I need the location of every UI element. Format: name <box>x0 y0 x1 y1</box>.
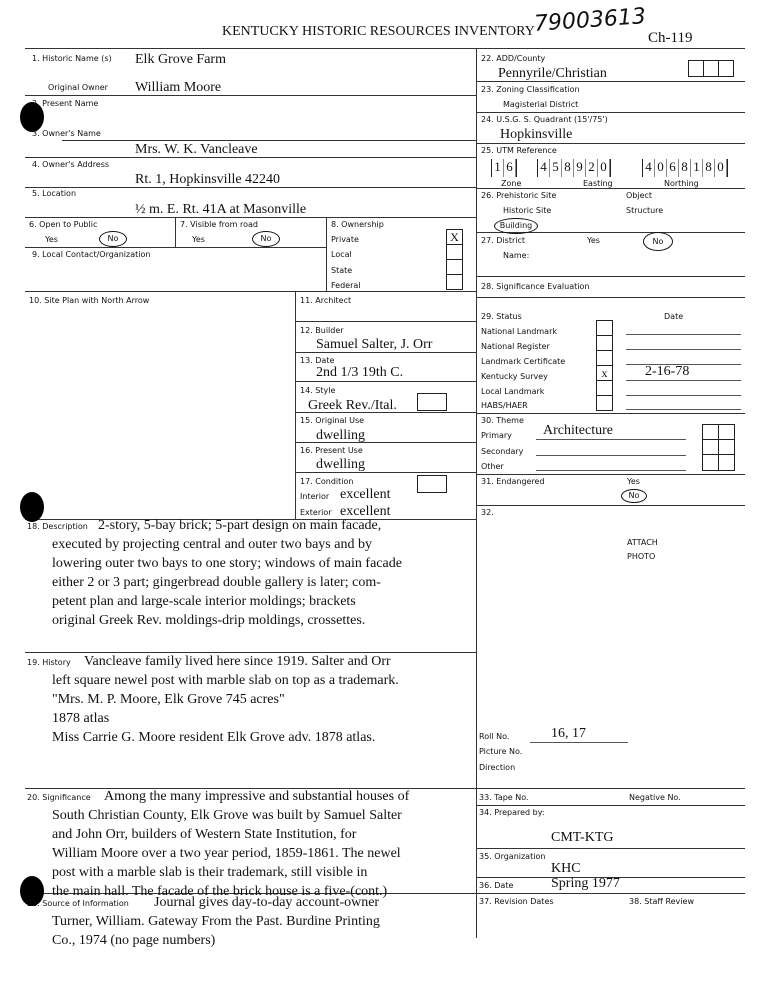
owner-address-value: Rt. 1, Hopkinsville 42240 <box>135 172 281 187</box>
divider <box>476 505 745 506</box>
utm-digit: 4 <box>643 159 655 177</box>
divider <box>25 291 476 292</box>
quadrant-value: Hopkinsville <box>500 127 573 142</box>
date-value: 2nd 1/3 19th C. <box>316 365 404 380</box>
utm-label: 25. UTM Reference <box>481 146 557 155</box>
history-line: Vancleave family lived here since 1919. Salter and Orr <box>84 654 391 669</box>
district-no-circled[interactable]: No <box>643 232 673 251</box>
original-use-value: dwelling <box>316 428 365 443</box>
condition-code-boxes[interactable] <box>417 475 447 493</box>
description-line: lowering outer two bays to one story; windows of main facade <box>52 556 402 571</box>
theme-line <box>536 470 686 471</box>
significance-line: Among the many impressive and substantial houses of <box>104 789 410 804</box>
zoning-label: 23. Zoning Classification <box>481 85 580 94</box>
location-value: ½ m. E. Rt. 41A at Masonville <box>135 202 307 217</box>
divider <box>62 140 476 141</box>
owner-address-label: 4. Owner's Address <box>32 160 110 169</box>
kentucky-survey-date: 2-16-78 <box>645 364 690 379</box>
photo-text: PHOTO <box>627 552 656 561</box>
utm-digit: 0 <box>655 159 667 177</box>
history-line: "Mrs. M. P. Moore, Elk Grove 745 acres" <box>52 692 285 707</box>
divider <box>476 112 745 113</box>
form-date-label: 36. Date <box>479 881 514 890</box>
source-line: Co., 1974 (no page numbers) <box>52 933 216 948</box>
staff-review-label: 38. Staff Review <box>629 897 694 906</box>
interior-value: excellent <box>340 487 391 502</box>
theme-primary-label: Primary <box>481 431 512 440</box>
source-line: Turner, William. Gateway From the Past. Burdine Printing <box>52 914 380 929</box>
significance-label: 20. Significance <box>27 793 91 802</box>
builder-label: 12. Builder <box>300 326 344 335</box>
original-owner-label: Original Owner <box>48 83 108 92</box>
photo-section-label: 32. <box>481 508 494 517</box>
form-title: KENTUCKY HISTORIC RESOURCES INVENTORY <box>222 24 535 39</box>
date-label: 13. Date <box>300 356 335 365</box>
status-label: 29. Status <box>481 312 522 321</box>
date-line <box>626 349 741 350</box>
open-to-public-label: 6. Open to Public <box>29 220 98 229</box>
status-checkbox[interactable] <box>596 320 613 336</box>
history-text <box>52 654 399 749</box>
status-landmark-certificate: Landmark Certificate <box>481 357 566 366</box>
ownership-local-checkbox[interactable] <box>446 244 463 260</box>
utm-digit: 0 <box>715 159 727 177</box>
description-text <box>52 518 402 632</box>
style-label: 14. Style <box>300 386 336 395</box>
negative-no-label: Negative No. <box>629 793 681 802</box>
history-line: left square newel post with marble slab on top as a trademark. <box>52 673 399 688</box>
theme-other-label: Other <box>481 462 504 471</box>
theme-line <box>536 455 686 456</box>
utm-digit: 5 <box>550 159 562 177</box>
utm-digit: 4 <box>538 159 550 177</box>
status-local-landmark: Local Landmark <box>481 387 545 396</box>
ownership-label: 8. Ownership <box>331 220 384 229</box>
quadrant-label: 24. U.S.G. S. Quadrant (15'/75') <box>481 115 608 124</box>
local-contact-label: 9. Local Contact/Organization <box>32 250 151 259</box>
status-checkbox[interactable] <box>596 395 613 411</box>
utm-digit: 0 <box>598 159 610 177</box>
form-code: Ch-119 <box>648 30 693 46</box>
description-line: petent plan and large-scale interior moldings; brackets <box>52 594 356 609</box>
condition-label: 17. Condition <box>300 477 354 486</box>
theme-secondary-label: Secondary <box>481 447 524 456</box>
roll-no-value: 16, 17 <box>551 726 586 741</box>
utm-zone-label: Zone <box>501 179 522 188</box>
utm-zone-boxes <box>491 159 517 177</box>
present-name-label: 2. Present Name <box>32 99 99 108</box>
divider <box>476 297 745 298</box>
visible-yes[interactable]: Yes <box>192 235 205 244</box>
utm-northing-boxes <box>642 159 728 177</box>
endangered-no-circled[interactable]: No <box>621 489 647 503</box>
date-line <box>626 395 741 396</box>
ownership-federal-checkbox[interactable] <box>446 274 463 290</box>
utm-digit: 1 <box>691 159 703 177</box>
ownership-private-checkbox[interactable]: X <box>446 229 463 245</box>
style-code-boxes[interactable] <box>417 393 447 411</box>
interior-label: Interior <box>300 492 330 501</box>
ownership-federal: Federal <box>331 281 361 290</box>
status-kentucky-survey-checkbox[interactable]: x <box>596 365 613 381</box>
handwritten-number: 79003613 <box>533 4 647 37</box>
utm-easting-boxes <box>537 159 611 177</box>
open-yes[interactable]: Yes <box>45 235 58 244</box>
add-county-value: Pennyrile/Christian <box>498 66 607 81</box>
date-line <box>626 334 741 335</box>
status-kentucky-survey: Kentucky Survey <box>481 372 548 381</box>
original-owner-value: William Moore <box>135 80 222 95</box>
history-label: 19. History <box>27 658 71 667</box>
exterior-label: Exterior <box>300 508 332 517</box>
present-use-value: dwelling <box>316 457 365 472</box>
history-line: Miss Carrie G. Moore resident Elk Grove adv. 1878 atlas. <box>52 730 376 745</box>
divider <box>476 413 745 414</box>
divider <box>25 247 326 248</box>
theme-primary-value: Architecture <box>543 423 613 438</box>
status-national-register: National Register <box>481 342 550 351</box>
description-label: 18. Description <box>27 522 88 531</box>
revision-dates-label: 37. Revision Dates <box>479 897 554 906</box>
attach-text: ATTACH <box>627 538 658 547</box>
architect-label: 11. Architect <box>300 296 352 305</box>
historic-name-label: 1. Historic Name (s) <box>32 54 112 63</box>
building-option-circled[interactable]: Building <box>494 218 538 234</box>
source-text <box>52 895 380 952</box>
ownership-state: State <box>331 266 353 275</box>
utm-digit: 9 <box>574 159 586 177</box>
open-no-circled[interactable]: No <box>99 231 127 247</box>
visible-from-road-label: 7. Visible from road <box>180 220 258 229</box>
significance-text <box>52 789 409 903</box>
structure-option[interactable]: Structure <box>626 206 664 215</box>
roll-no-label: Roll No. <box>479 732 510 741</box>
site-plan-label: 10. Site Plan with North Arrow <box>29 296 150 305</box>
district-yes[interactable]: Yes <box>587 236 600 245</box>
date-line <box>626 380 741 381</box>
status-checkbox[interactable] <box>596 350 613 366</box>
utm-digit: 8 <box>703 159 715 177</box>
theme-code-boxes[interactable] <box>702 424 735 471</box>
visible-no-circled[interactable]: No <box>252 231 280 247</box>
ownership-state-checkbox[interactable] <box>446 259 463 275</box>
theme-line <box>536 439 686 440</box>
divider <box>476 474 745 475</box>
location-label: 5. Location <box>32 189 77 198</box>
district-label: 27. District <box>481 236 525 245</box>
endangered-label: 31. Endangered <box>481 477 545 486</box>
divider <box>25 652 476 653</box>
original-use-label: 15. Original Use <box>300 416 365 425</box>
status-habs-haer: HABS/HAER <box>481 401 528 410</box>
organization-value: KHC <box>551 861 581 876</box>
prepared-by-value: CMT-KTG <box>551 830 614 845</box>
divider <box>476 805 745 806</box>
source-line: Journal gives day-to-day account-owner <box>154 895 380 910</box>
endangered-yes[interactable]: Yes <box>627 477 640 486</box>
utm-easting-label: Easting <box>583 179 613 188</box>
tape-no-label: 33. Tape No. <box>479 793 529 802</box>
status-checkbox[interactable] <box>596 335 613 351</box>
present-use-label: 16. Present Use <box>300 446 363 455</box>
owner-name-label: 3. Owner's Name <box>32 129 101 138</box>
divider <box>175 217 176 247</box>
utm-digit: 8 <box>562 159 574 177</box>
description-line: 2-story, 5-bay brick; 5-part design on main facade, <box>98 518 382 533</box>
divider <box>476 188 745 189</box>
utm-digit: 6 <box>667 159 679 177</box>
description-line: original Greek Rev. moldings-drip moldings, crossettes. <box>52 613 366 628</box>
status-national-landmark: National Landmark <box>481 327 558 336</box>
utm-digit: 8 <box>679 159 691 177</box>
significance-line: post with a marble slab is their trademark, still visible in <box>52 865 368 880</box>
county-code-boxes[interactable] <box>688 60 734 77</box>
picture-no-label: Picture No. <box>479 747 523 756</box>
description-line: executed by projecting central and outer two bays and by <box>52 537 372 552</box>
divider <box>25 48 745 49</box>
ownership-local: Local <box>331 250 352 259</box>
direction-label: Direction <box>479 763 516 772</box>
historic-site-option[interactable]: Historic Site <box>503 206 552 215</box>
status-date-label: Date <box>664 312 684 321</box>
significance-line: the main hall. The facade of the brick house is a five-(cont.) <box>52 884 388 899</box>
divider <box>295 291 296 519</box>
significance-evaluation-label: 28. Significance Evaluation <box>481 282 590 291</box>
utm-northing-label: Northing <box>664 179 699 188</box>
historic-name-value: Elk Grove Farm <box>135 52 226 67</box>
divider <box>476 276 745 277</box>
ownership-private: Private <box>331 235 359 244</box>
prepared-by-label: 34. Prepared by: <box>479 808 545 817</box>
organization-label: 35. Organization <box>479 852 546 861</box>
theme-label: 30. Theme <box>481 416 524 425</box>
divider <box>476 848 745 849</box>
source-label: 21. Source of Information <box>27 899 129 908</box>
add-county-label: 22. ADD/County <box>481 54 546 63</box>
divider <box>295 381 476 382</box>
style-value: Greek Rev./Ital. <box>308 398 397 413</box>
divider <box>326 217 327 292</box>
district-name-label: Name: <box>503 251 530 260</box>
magisterial-district-label: Magisterial District <box>503 100 579 109</box>
significance-line: South Christian County, Elk Grove was built by Samuel Salter <box>52 808 402 823</box>
divider <box>476 143 745 144</box>
roll-line <box>530 742 628 743</box>
utm-digit: 1 <box>492 159 504 177</box>
prehistoric-site-option[interactable]: 26. Prehistoric Site <box>481 191 557 200</box>
status-checkbox[interactable] <box>596 380 613 396</box>
object-option[interactable]: Object <box>626 191 653 200</box>
utm-digit: 2 <box>586 159 598 177</box>
utm-digit: 6 <box>504 159 516 177</box>
significance-line: William Moore over a two year period, 1859-1861. The newel <box>52 846 401 861</box>
date-line <box>626 409 741 410</box>
builder-value: Samuel Salter, J. Orr <box>316 337 433 352</box>
divider <box>25 95 476 96</box>
significance-line: and John Orr, builders of Western State Institution, for <box>52 827 357 842</box>
form-date-value: Spring 1977 <box>551 876 620 891</box>
punch-hole <box>20 492 44 522</box>
description-line: either 2 or 3 part; gingerbread double gallery is later; com- <box>52 575 381 590</box>
exterior-value: excellent <box>340 504 391 519</box>
divider <box>295 321 476 322</box>
history-line: 1878 atlas <box>52 711 110 726</box>
owner-name-value: Mrs. W. K. Vancleave <box>135 142 258 157</box>
